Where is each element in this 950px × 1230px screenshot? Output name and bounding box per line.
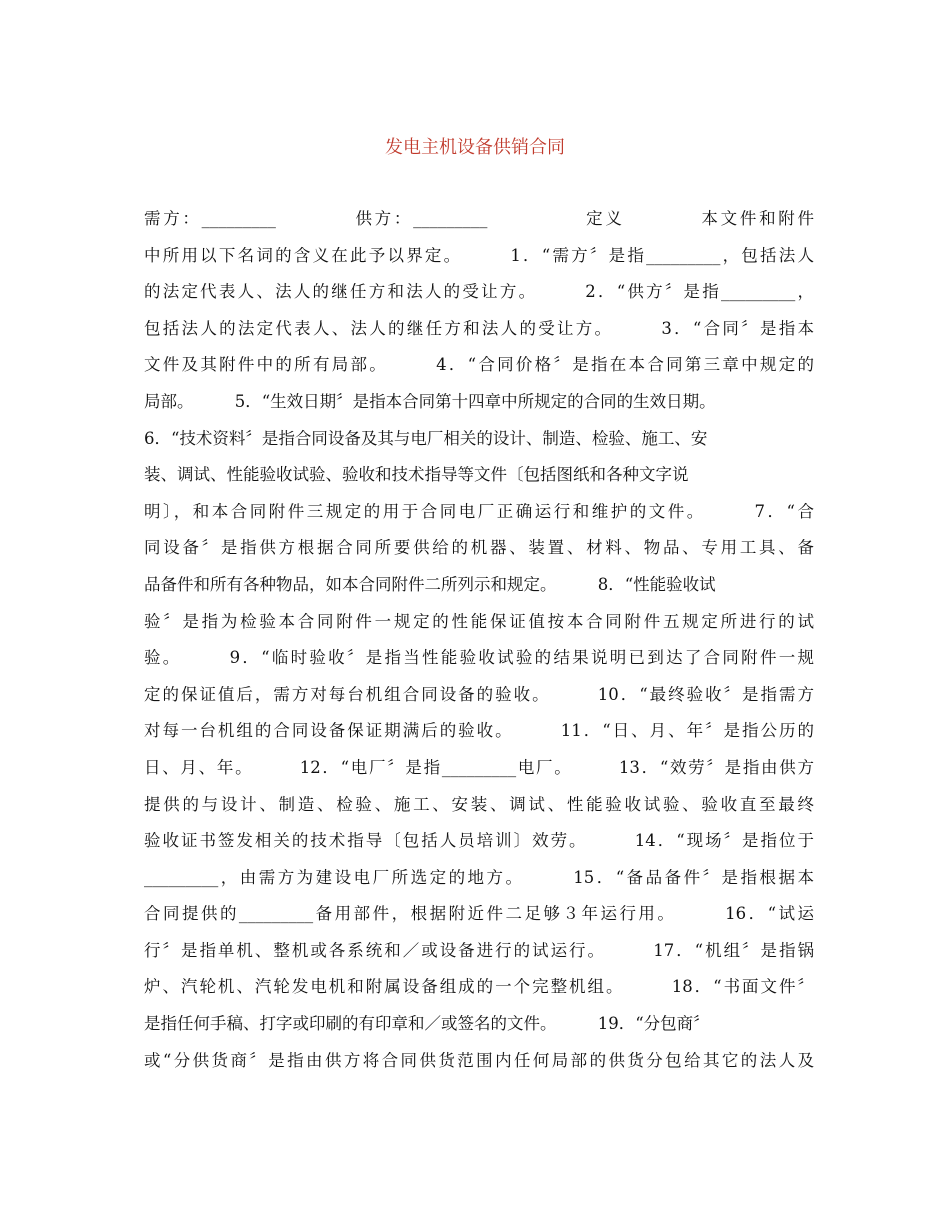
body-line: 验〞是指为检验本合同附件一规定的性能保证值按本合同附件五规定所进行的试 (144, 611, 814, 631)
body-line: 是指任何手稿、打字或印刷的有印章和／或签名的文件。 19．“分包商〞 (144, 1014, 710, 1034)
body-line: 炉、汽轮机、汽轮发电机和附属设备组成的一个完整机组。 18．“书面文件〞 (144, 977, 814, 997)
body-line: 行〞是指单机、整机或各系统和／或设备进行的试运行。 17．“机组〞是指锅 (144, 940, 814, 960)
body-line: 6．“技术资料〞是指合同设备及其与电厂相关的设计、制造、检验、施工、安 (144, 428, 708, 448)
body-line: _________，由需方为建设电厂所选定的地方。 15．“备品备件〞是指根据本 (144, 867, 814, 887)
body-line: 包括法人的法定代表人、法人的继任方和法人的受让方。 3．“合同〞是指本 (144, 318, 814, 338)
body-line: 验收证书签发相关的技术指导〔包括人员培训〕效劳。 14．“现场〞是指位于 (144, 831, 814, 851)
body-line: 局部。 5．“生效日期〞是指本合同第十四章中所规定的合同的生效日期。 (144, 391, 716, 411)
body-line: 品备件和所有各种物品，如本合同附件二所列示和规定。 8．“性能验收试 (144, 574, 716, 594)
body-line: 提供的与设计、制造、检验、施工、安装、调试、性能验收试验、验收直至最终 (144, 794, 814, 814)
body-line: 明〕，和本合同附件三规定的用于合同电厂正确运行和维护的文件。 7．“合 (144, 501, 814, 521)
body-line: 的法定代表人、法人的继任方和法人的受让方。 2．“供方〞是指_________， (144, 282, 814, 302)
body-line: 需方：_________ 供方：_________ 定义 本文件和附件 (144, 209, 814, 228)
body-line: 装、调试、性能验收试验、验收和技术指导等文件〔包括图纸和各种文字说 (144, 465, 689, 485)
body-line: 对每一台机组的合同设备保证期满后的验收。 11．“日、月、年〞是指公历的 (144, 721, 814, 741)
body-line: 文件及其附件中的所有局部。 4．“合同价格〞是指在本合同第三章中规定的 (144, 355, 814, 375)
document-body (144, 207, 814, 1085)
body-line: 同设备〞是指供方根据合同所要供给的机器、装置、材料、物品、专用工具、备 (144, 538, 814, 558)
document-title: 发电主机设备供销合同 (385, 137, 565, 158)
body-line: 合同提供的_________备用部件，根据附近件二足够３年运行用。 16．“试运 (144, 904, 814, 924)
body-line: 验。 9．“临时验收〞是指当性能验收试验的结果说明已到达了合同附件一规 (144, 648, 814, 668)
body-line: 日、月、年。 12．“电厂〞是指_________电厂。 13．“效劳〞是指由供方 (144, 757, 814, 777)
body-line: 中所用以下名词的含义在此予以界定。 1．“需方〞是指_________，包括法人 (144, 245, 814, 265)
body-line: 定的保证值后，需方对每台机组合同设备的验收。 10．“最终验收〞是指需方 (144, 684, 814, 704)
body-line: 或“分供货商〞是指由供方将合同供货范围内任何局部的供货分包给其它的法人及 (144, 1050, 814, 1070)
